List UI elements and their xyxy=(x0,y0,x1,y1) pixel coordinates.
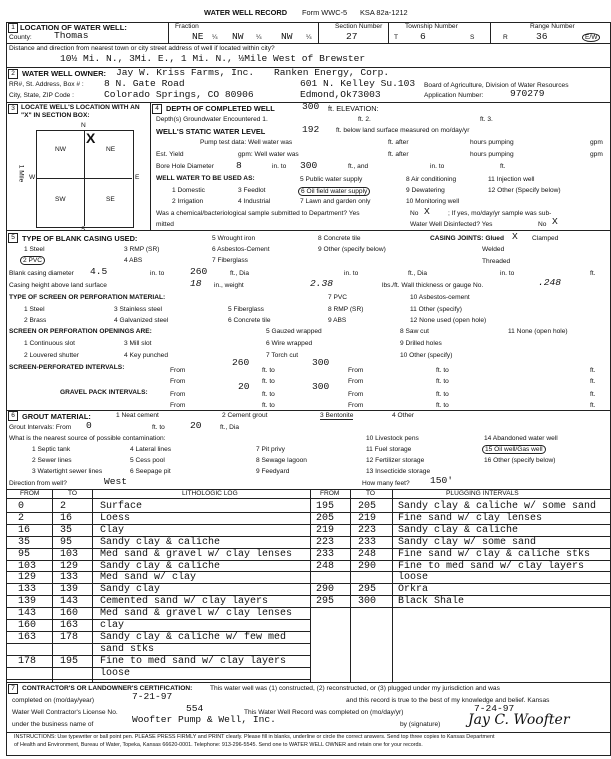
casing-weight: 2.38 xyxy=(310,278,334,289)
range-direction: E/W xyxy=(582,33,600,42)
signature: Jay C. Woofter xyxy=(468,712,570,728)
use-oil-field: 6 Oil field water supply xyxy=(298,187,370,196)
section-1-number: 1 xyxy=(8,23,18,33)
log-from: 139 xyxy=(18,596,37,608)
casing-height: 18 xyxy=(190,278,202,289)
log-to: 163 xyxy=(60,620,79,631)
county-label: County: xyxy=(9,34,32,41)
fraction-2: NW xyxy=(232,31,244,42)
log-desc: clay xyxy=(100,620,125,631)
range-number: 36 xyxy=(536,31,548,42)
log-desc: Med sand & gravel w/ clay lenses xyxy=(100,608,293,620)
log-from: 35 xyxy=(18,536,31,548)
log-desc: Sandy clay w/ some sand xyxy=(398,536,537,548)
owner-value: Jay W. Kriss Farms, Inc. xyxy=(116,67,255,78)
completed-date: 7-21-97 xyxy=(132,691,173,702)
log-desc: sand stks xyxy=(100,643,155,655)
section-5-number: 5 xyxy=(8,233,18,243)
log-to: 195 xyxy=(60,655,79,667)
log-from: 233 xyxy=(316,548,335,560)
log-desc: Clay xyxy=(100,524,125,536)
section-3-number: 3 xyxy=(8,104,18,114)
log-desc: Med sand & gravel w/ clay lenses xyxy=(100,548,293,560)
section-4-number: 4 xyxy=(152,104,162,114)
section-6-number: 6 xyxy=(8,411,18,421)
log-to: 133 xyxy=(60,572,79,584)
gravel-from: 20 xyxy=(238,381,250,392)
application-label: Application Number: xyxy=(424,92,484,99)
log-to: 290 xyxy=(358,560,377,572)
log-to: 219 xyxy=(358,512,377,524)
log-from: 219 xyxy=(316,524,335,536)
location-mark: X xyxy=(86,130,96,146)
section-box xyxy=(36,130,134,228)
log-to: 143 xyxy=(60,596,79,608)
owner-value-2: Ranken Energy, Corp. xyxy=(274,67,390,78)
log-to: 2 xyxy=(60,501,67,512)
log-desc: Fine to med sand w/ clay layers xyxy=(100,655,287,667)
fraction-1: NE xyxy=(192,31,204,42)
log-from: 95 xyxy=(18,548,31,560)
instructions-line-2: of Health and Environment, Bureau of Water, Topeka, Kansas 66620-0001. Telephone: 913-296-5545. Send one to WATER WELL OWNER and retain one for your records. xyxy=(14,742,423,748)
log-desc: Med sand w/ clay xyxy=(100,572,197,584)
direction-value: West xyxy=(104,476,128,487)
log-from: 160 xyxy=(18,620,37,631)
log-to: 129 xyxy=(60,560,79,572)
log-to: 95 xyxy=(60,536,73,548)
log-from: 195 xyxy=(316,501,335,512)
casing-diameter: 4.5 xyxy=(90,266,108,277)
log-desc: Sandy clay xyxy=(100,584,161,596)
log-desc: Sandy clay & caliche w/ some sand xyxy=(398,501,597,512)
depth-value: 300 xyxy=(302,101,320,112)
log-from: 163 xyxy=(18,631,37,643)
board-label: Board of Agriculture, Division of Water Resources xyxy=(424,82,569,89)
bore-depth: 300 xyxy=(300,160,318,171)
log-to: 178 xyxy=(60,631,79,643)
range-label: Range Number xyxy=(530,23,575,30)
log-to: 160 xyxy=(60,608,79,620)
log-desc: loose xyxy=(398,572,429,584)
log-desc: Sandy clay & caliche xyxy=(398,524,519,536)
log-desc: Sandy clay & caliche w/ few med xyxy=(100,631,287,643)
log-desc: Orkra xyxy=(398,584,429,596)
log-to: 103 xyxy=(60,548,79,560)
location-label: LOCATION OF WATER WELL: xyxy=(20,23,127,32)
log-desc: Cemented sand w/ clay layers xyxy=(100,596,269,608)
log-desc: Sandy clay & caliche xyxy=(100,560,221,572)
log-desc: loose xyxy=(100,667,131,679)
township-number: 6 xyxy=(420,31,426,42)
log-desc: Surface xyxy=(100,501,143,512)
gravel-to: 300 xyxy=(312,381,330,392)
city-value-2: Edmond,Ok73003 xyxy=(300,89,381,100)
log-desc: Fine sand w/ clay lenses xyxy=(398,512,543,524)
log-desc: Loess xyxy=(100,512,131,524)
log-desc: Fine to med sand w/ clay layers xyxy=(398,560,585,572)
log-to: 139 xyxy=(60,584,79,596)
static-level: 192 xyxy=(302,124,320,135)
log-from: 223 xyxy=(316,536,335,548)
log-to: 233 xyxy=(358,536,377,548)
perf-from: 260 xyxy=(232,357,250,368)
log-to: 205 xyxy=(358,501,377,512)
log-to: 16 xyxy=(60,512,73,524)
log-from: 103 xyxy=(18,560,37,572)
fraction-3: NW xyxy=(281,31,293,42)
log-from: 16 xyxy=(18,524,31,536)
log-desc: Fine sand w/ clay & caliche stks xyxy=(398,548,591,560)
license-number: 554 xyxy=(186,703,204,714)
distance-value: 10½ Mi. N., 3Mi. E., 1 Mi. N., ½Mile West of Brewster xyxy=(60,53,366,64)
section-7-number: 7 xyxy=(8,684,18,694)
fraction-label: Fraction xyxy=(175,23,199,30)
distance-label: Distance and direction from nearest town or city street address of well if located within city? xyxy=(9,45,275,52)
wall-gauge: .248 xyxy=(538,277,562,288)
log-from: 133 xyxy=(18,584,37,596)
grout-bentonite: 3 Bentonite xyxy=(320,412,354,419)
log-from: 248 xyxy=(316,560,335,572)
log-desc: Black Shale xyxy=(398,596,465,608)
mile-label: 1 Mile xyxy=(17,164,25,183)
log-to: 35 xyxy=(60,524,73,536)
log-to: 295 xyxy=(358,584,377,596)
log-from: 290 xyxy=(316,584,335,596)
instructions-line-1: INSTRUCTIONS: Use typewriter or ball point pen. PLEASE PRESS FIRMLY and PRINT clearly. Please fill in blanks, underline or circle the correct answers. Send top three copies to Kansas Department xyxy=(14,734,495,740)
grout-to: 20 xyxy=(190,420,202,431)
log-to: 300 xyxy=(358,596,377,608)
form-title: WATER WELL RECORD xyxy=(204,8,288,17)
record-date: 7-24-97 xyxy=(474,703,515,714)
distance-feet: 150' xyxy=(430,475,454,486)
city-label: City, State, ZIP Code : xyxy=(9,92,74,99)
casing-pvc: 2 PVC xyxy=(20,256,45,265)
grout-from: 0 xyxy=(86,420,92,431)
contam-oil-well: 15 Oil well/Gas well xyxy=(482,445,546,454)
log-to: 248 xyxy=(358,548,377,560)
form-ksa: KSA 82a-1212 xyxy=(360,8,408,17)
address-value-2: 601 N. Kelley Su.103 xyxy=(300,78,416,89)
log-from: 143 xyxy=(18,608,37,620)
county-value: Thomas xyxy=(54,30,89,41)
log-from: 0 xyxy=(18,501,25,512)
casing-depth: 260 xyxy=(190,266,208,277)
bore-diameter: 8 xyxy=(236,160,242,171)
log-from: 2 xyxy=(18,512,25,524)
business-name: Woofter Pump & Well, Inc. xyxy=(132,714,276,725)
form-number: Form WWC-5 xyxy=(302,8,348,17)
log-from: 205 xyxy=(316,512,335,524)
log-from: 295 xyxy=(316,596,335,608)
log-from: 129 xyxy=(18,572,37,584)
city-value: Colorado Springs, CO 80906 xyxy=(104,89,254,100)
perf-to: 300 xyxy=(312,357,330,368)
address-label: RR#, St. Address, Box # : xyxy=(9,81,84,88)
township-label: Township Number xyxy=(405,23,458,30)
address-value: 8 N. Gate Road xyxy=(104,78,185,89)
owner-label: WATER WELL OWNER: xyxy=(22,69,107,78)
log-from: 178 xyxy=(18,655,37,667)
section-2-number: 2 xyxy=(8,69,18,79)
log-to: 223 xyxy=(358,524,377,536)
log-desc: Sandy clay & caliche xyxy=(100,536,221,548)
section-number-label: Section Number xyxy=(335,23,383,30)
section-box-label: LOCATE WELL'S LOCATION WITH AN "X" IN SECTION BOX: xyxy=(21,104,140,119)
application-number: 970279 xyxy=(510,88,545,99)
section-number: 27 xyxy=(346,31,358,42)
